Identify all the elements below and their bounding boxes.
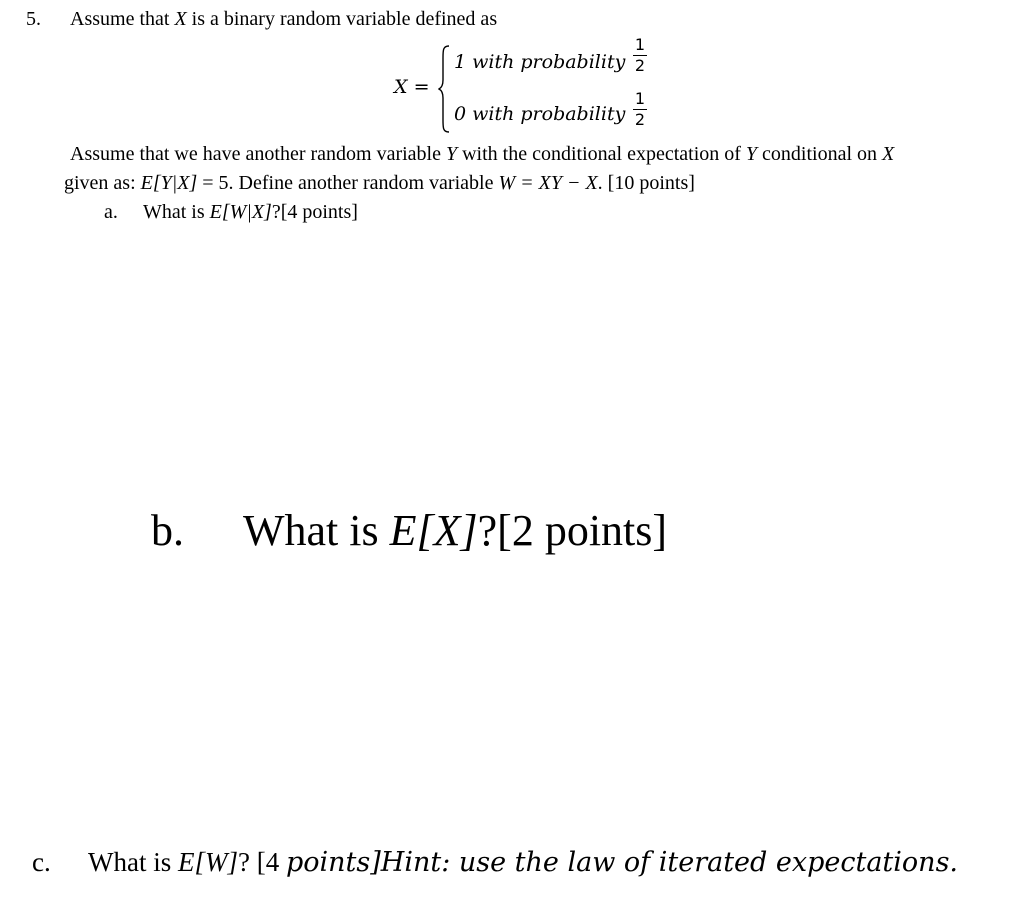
question-hint: points]Hint: use the law of iterated expectations. — [285, 847, 959, 878]
question-expression: E[W] — [177, 847, 238, 877]
problem-number: 5. — [26, 8, 41, 30]
paragraph-text: conditional on — [757, 143, 883, 165]
paragraph-text: Assume that we have another random variable — [70, 143, 446, 165]
fraction-one-half — [632, 90, 648, 129]
fraction-numerator: 1 — [634, 89, 646, 108]
paragraph-variable: Y — [445, 143, 458, 165]
intro-text: Assume that — [70, 8, 175, 30]
question-text: ?[2 points] — [477, 506, 668, 555]
left-brace-icon — [438, 44, 450, 134]
definition-case-1: 1 with probability — [454, 51, 626, 73]
intro-text-end: is a binary random variable defined as — [186, 8, 498, 30]
fraction-denominator: 2 — [634, 56, 646, 75]
definition-lhs: X = — [394, 76, 430, 98]
paragraph-text: given as: — [64, 172, 141, 194]
paragraph-variable: X — [882, 143, 895, 165]
question-expression: E[X] — [389, 506, 478, 555]
fraction-one-half — [632, 36, 648, 75]
part-b-question — [243, 505, 667, 557]
paragraph-variable: Y — [745, 143, 758, 165]
paragraph-text: . [10 points] — [597, 172, 695, 194]
intro-variable: X — [174, 8, 187, 30]
question-text: What is — [88, 847, 178, 877]
part-b-label: b. — [151, 506, 184, 555]
question-text: What is — [143, 201, 210, 223]
part-c-question — [88, 845, 958, 880]
problem-intro — [70, 7, 497, 31]
paragraph-expression: W = XY − X — [498, 172, 598, 194]
paragraph-line-2 — [64, 171, 695, 195]
definition-case-0: 0 with probability — [454, 103, 626, 125]
paragraph-expression: E[Y|X] — [140, 172, 198, 194]
paragraph-text: with the conditional expectation of — [457, 143, 746, 165]
question-text: ? [4 — [237, 847, 286, 877]
question-text: What is — [243, 506, 390, 555]
question-text: ?[4 points] — [271, 201, 358, 223]
fraction-denominator: 2 — [634, 110, 646, 129]
paragraph-text: = 5. Define another random variable — [197, 172, 499, 194]
fraction-numerator: 1 — [634, 35, 646, 54]
part-c-label: c. — [32, 847, 51, 877]
part-a-label: a. — [104, 201, 118, 223]
question-expression: E[W|X] — [209, 201, 272, 223]
paragraph-line-1 — [70, 142, 894, 166]
part-a-question — [143, 200, 358, 224]
